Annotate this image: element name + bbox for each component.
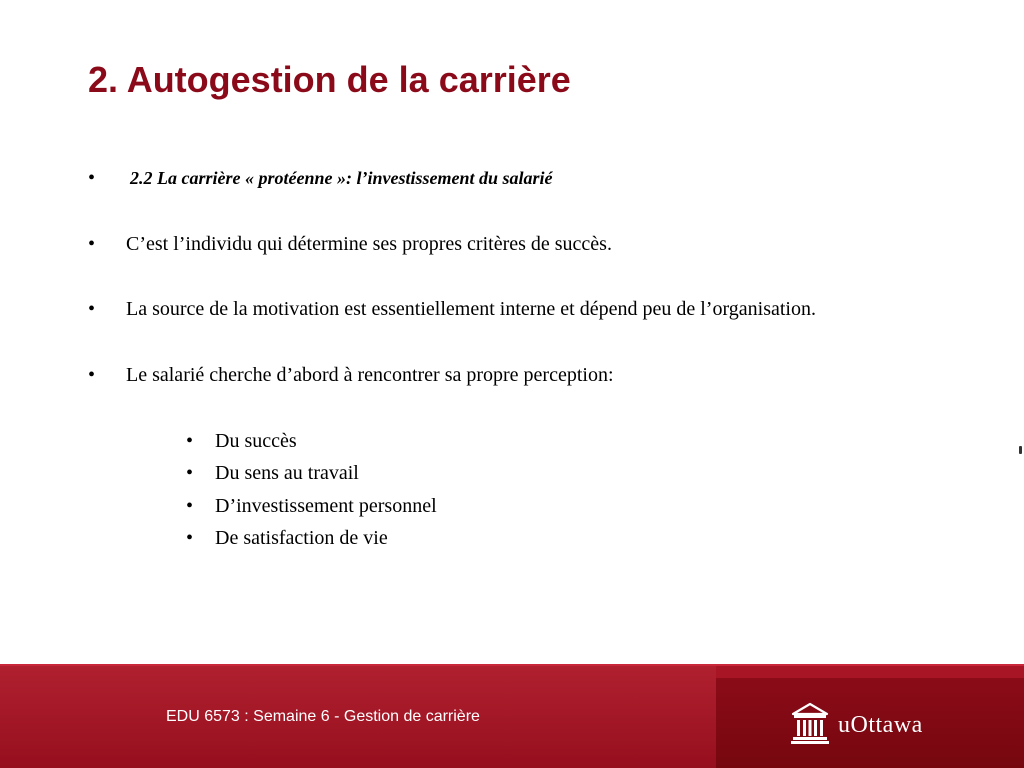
sub-bullet-item [186,461,359,485]
sub-bullet-item [186,429,297,453]
logo-wordmark: uOttawa [838,712,923,738]
sub-bullet-text: Du sens au travail [215,462,359,484]
footer-course-text: EDU 6573 : Semaine 6 - Gestion de carrière [166,708,480,725]
sub-bullet-marker: • [186,527,194,549]
bullet-text: Le salarié cherche d’abord à rencontrer sa propre perception: [126,364,614,386]
slide-title: 2. Autogestion de la carrière [88,59,571,100]
bullet-marker: • [88,233,96,255]
edge-mark [1019,446,1022,454]
footer-logo-block-top [716,666,1024,678]
sub-bullet-marker: • [186,430,194,452]
bullet-item [88,363,614,387]
sub-bullet-item [186,494,437,518]
sub-bullet-marker: • [186,462,194,484]
sub-bullet-item [186,526,388,550]
bullet-marker: • [88,167,96,189]
sub-bullet-text: Du succès [215,430,297,452]
sub-bullet-text: De satisfaction de vie [215,527,388,549]
subheading-item [88,166,552,190]
sub-bullet-text: D’investissement personnel [215,495,437,517]
subheading-text: 2.2 La carrière « protéenne »: l’investissement du salarié [130,168,553,188]
bullet-text: La source de la motivation est essentiellement interne et dépend peu de l’organisation. [126,298,816,320]
bullet-marker: • [88,364,96,386]
bullet-text: C’est l’individu qui détermine ses propres critères de succès. [126,233,612,255]
university-building-icon [790,702,830,744]
sub-bullet-marker: • [186,495,194,517]
bullet-marker: • [88,298,96,320]
bullet-item [88,232,612,256]
bullet-item [88,297,816,321]
